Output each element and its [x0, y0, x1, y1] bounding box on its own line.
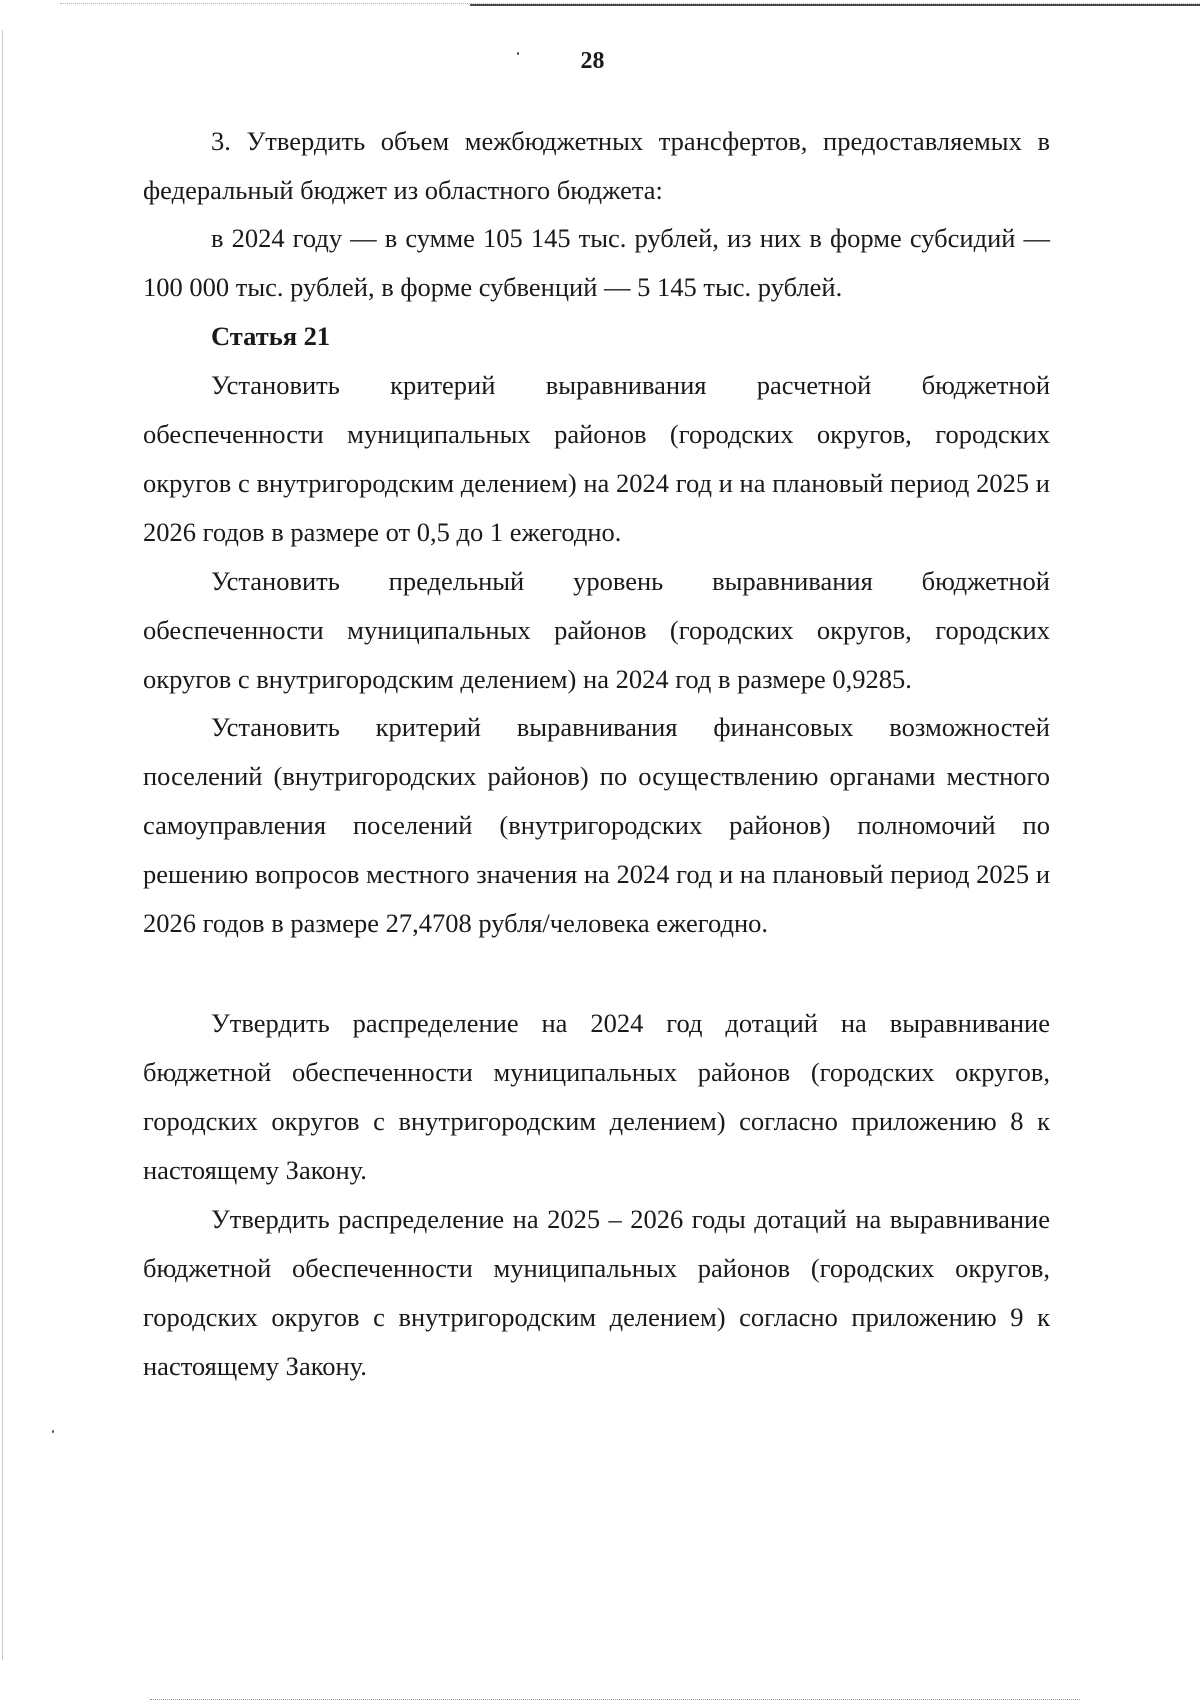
paragraph-distribution-2024: Утвердить распределение на 2024 год дотаций на выравнивание бюджетной обеспеченности муниципальных районов (городских округов, городских округов с внутригородским делением) согласно приложению 8 к настоящему Закону.	[143, 1008, 1050, 1185]
scan-edge-bottom	[150, 1699, 1080, 1700]
page-number: 28	[580, 48, 605, 74]
scan-edge-left	[2, 30, 3, 1660]
article-heading: Статья 21	[211, 321, 331, 351]
paragraph-transfers-amount: в 2024 году — в сумме 105 145 тыс. рублей, из них в форме субсидий — 100 000 тыс. рублей, в форме субвенций — 5 145 тыс. рублей.	[143, 223, 1050, 302]
paragraph-criterion-districts: Установить критерий выравнивания расчетной бюджетной обеспеченности муниципальных районов (городских округов, городских округов с внутригородским делением) на 2024 год и на плановый период 2025 и 2026 годов в размере от 0,5 до 1 ежегодно.	[143, 370, 1050, 547]
paragraph-distribution-2025-2026: Утвердить распределение на 2025 – 2026 годы дотаций на выравнивание бюджетной обеспеченности муниципальных районов (городских округов, городских округов с внутригородским делением) согласно приложению 9 к настоящему Закону.	[143, 1204, 1050, 1381]
paragraph-equalization-level: Установить предельный уровень выравнивания бюджетной обеспеченности муниципальных районов (городских округов, городских округов с внутригородским делением) на 2024 год в размере 0,9285.	[143, 566, 1050, 694]
paragraph-criterion-settlements: Установить критерий выравнивания финансовых возможностей поселений (внутригородских районов) по осуществлению органами местного самоуправления поселений (внутригородских районов) полномочий по решению вопросов местного значения на 2024 год и на плановый период 2025 и 2026 годов в размере 27,4708 рубля/человека ежегодно.	[143, 712, 1050, 938]
scan-speck	[52, 1430, 54, 1433]
paragraph-transfers: 3. Утвердить объем межбюджетных трансфертов, предоставляемых в федеральный бюджет из областного бюджета:	[143, 126, 1050, 205]
scan-edge-top-line	[470, 4, 1200, 6]
